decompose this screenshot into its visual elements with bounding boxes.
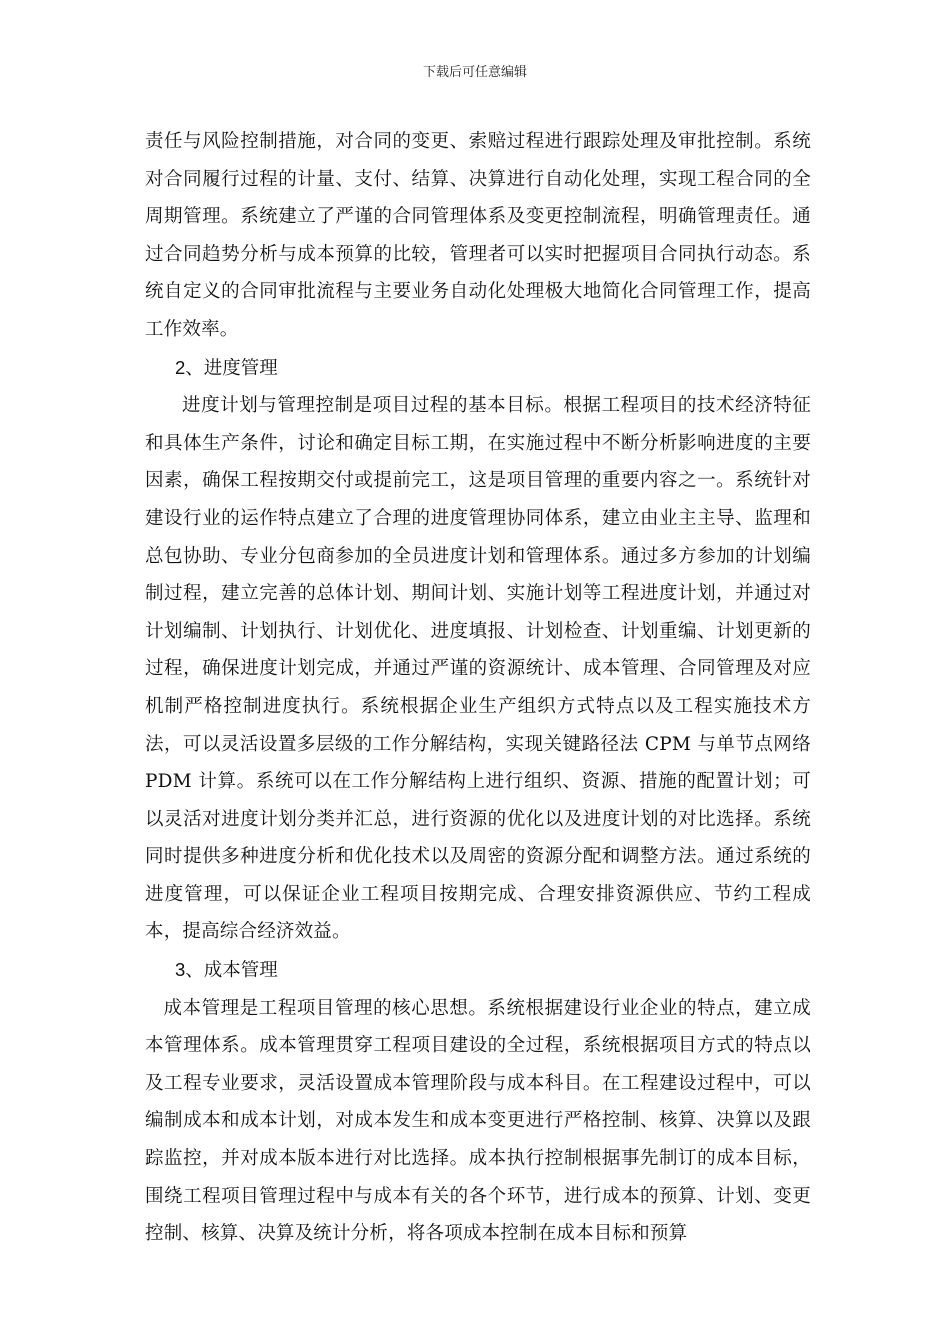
section-heading-schedule <box>145 349 811 388</box>
schedule-paragraph: 进度计划与管理控制是项目过程的基本目标。根据工程项目的技术经济特征和具体生产条件，讨论和确定目标工期，在实施过程中不断分析影响进度的主要因素，确保工程按期交付或提前完工，这是项目管理的重要内容之一。系统针对建设行业的运作特点建立了合理的进度管理协同体系，建立由业主主导、监理和总包协助、专业分包商参加的全员进度计划和管理体系。通过多方参加的计划编制过程，建立完善的总体计划、期间计划、实施计划等工程进度计划，并通过对计划编制、计划执行、计划优化、进度填报、计划检查、计划重编、计划更新的过程，确保进度计划完成，并通过严谨的资源统计、成本管理、合同管理及对应机制严格控制进度执行。系统根据企业生产组织方式特点以及工程实施技术方法，可以灵活设置多层级的工作分解结构，实现关键路径法 CPM 与单节点网络 PDM 计算。系统可以在工作分解结构上进行组织、资源、措施的配置计划；可以灵活对进度计划分类并汇总，进行资源的优化以及进度计划的对比选择。系统同时提供多种进度分析和优化技术以及周密的资源分配和调整方法。通过系统的进度管理，可以保证企业工程项目按期完成、合理安排资源供应、节约工程成本，提高综合经济效益。 <box>145 395 811 943</box>
document-body <box>145 123 811 1253</box>
section-number: 3 <box>175 959 186 981</box>
section-number: 2 <box>175 356 186 378</box>
cost-paragraph: 成本管理是工程项目管理的核心思想。系统根据建设行业企业的特点，建立成本管理体系。成本管理贯穿工程项目建设的全过程，系统根据项目方式的特点以及工程专业要求，灵活设置成本管理阶段与成本科目。在工程建设过程中，可以编制成本和成本计划，对成本发生和成本变更进行严格控制、核算、决算以及跟踪监控，并对成本版本进行对比选择。成本执行控制根据事先制订的成本目标，围绕工程项目管理过程中与成本有关的各个环节，进行成本的预算、计划、变更控制、核算、决算及统计分析，将各项成本控制在成本目标和预算 <box>145 997 811 1245</box>
intro-paragraph: 责任与风险控制措施，对合同的变更、索赔过程进行跟踪处理及审批控制。系统对合同履行过程的计量、支付、结算、决算进行自动化处理，实现工程合同的全周期管理。系统建立了严谨的合同管理体系及变更控制流程，明确管理责任。通过合同趋势分析与成本预算的比较，管理者可以实时把握项目合同执行动态。系统自定义的合同审批流程与主要业务自动化处理极大地简化合同管理工作，提高工作效率。 <box>145 131 811 340</box>
section-title: 、成本管理 <box>185 960 278 982</box>
section-heading-cost <box>145 951 811 990</box>
section-title: 、进度管理 <box>185 357 278 379</box>
page-header: 下载后可任意编辑 <box>422 65 527 80</box>
